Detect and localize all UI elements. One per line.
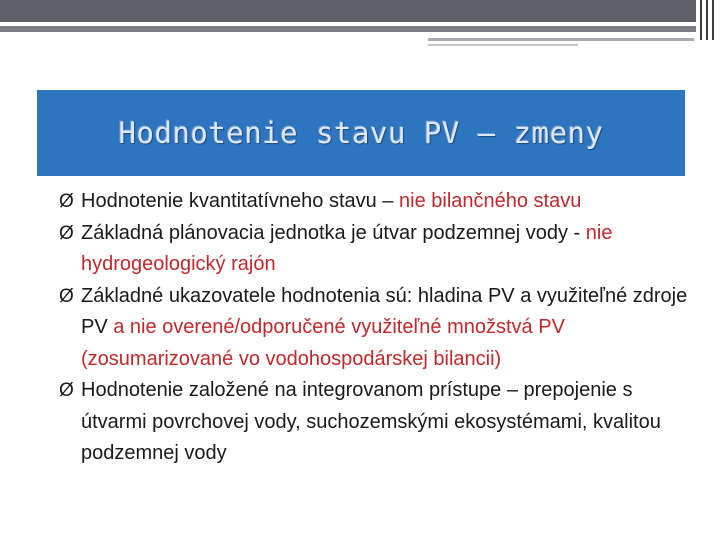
bullet-item (59, 186, 699, 218)
bullet-text: Hodnotenie založené na integrovanom prístupe – prepojenie s útvarmi povrchovej vody, suchozemskými ekosystémami, kvalitou podzemnej vody (81, 379, 661, 464)
bullet-list (59, 186, 699, 470)
bullet-item (59, 375, 699, 470)
bullet-text: Základná plánovacia jednotka je útvar podzemnej vody - (81, 221, 586, 244)
top-stripe (712, 0, 714, 40)
arrow-bullet-icon: Ø (59, 285, 74, 307)
bullet-text-highlight: a nie overené/odporučené využiteľné množstvá PV (zosumarizované vo vodohospodárskej bilancii) (81, 316, 565, 370)
arrow-bullet-icon: Ø (59, 380, 74, 401)
arrow-bullet-icon: Ø (59, 222, 74, 244)
top-bar (0, 0, 696, 22)
bullet-text: Hodnotenie kvantitatívneho stavu – (81, 190, 399, 212)
top-line (0, 26, 696, 32)
top-line-accent (428, 38, 694, 41)
bullet-text-highlight: nie hydrogeologický rajón (81, 221, 613, 275)
top-line-accent (428, 44, 578, 46)
title-banner (37, 90, 685, 176)
bullet-text: Základné ukazovatele hodnotenia sú: hladina PV a využiteľné zdroje PV (81, 284, 688, 338)
arrow-bullet-icon: Ø (59, 191, 74, 212)
top-stripe (700, 0, 702, 40)
top-stripe (706, 0, 708, 40)
slide-title: Hodnotenie stavu PV – zmeny (118, 116, 604, 150)
bullet-text-highlight: nie bilančného stavu (399, 190, 582, 212)
bullet-item (59, 218, 699, 281)
bullet-item (59, 281, 699, 376)
